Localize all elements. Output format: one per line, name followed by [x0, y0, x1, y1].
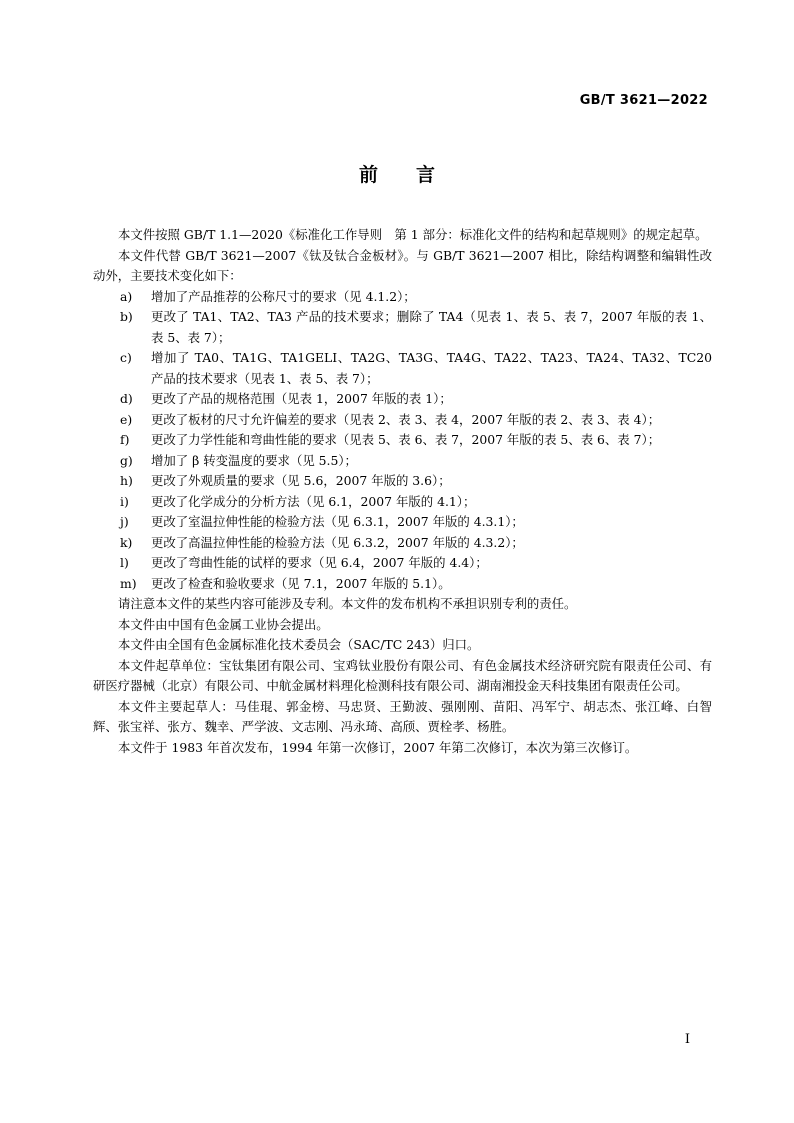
list-item-text: 更改了板材的尺寸允许偏差的要求（见表 2、表 3、表 4，2007 年版的表 2、表 3、表 4）； — [151, 411, 661, 427]
list-item — [93, 430, 712, 451]
list-marker: b) — [120, 309, 133, 324]
paragraph-history: 本文件于 1983 年首次发布，1994 年第一次修订，2007 年第二次修订，本次为第三次修订。 — [118, 739, 638, 755]
list-item — [93, 574, 712, 595]
list-item — [93, 553, 712, 574]
list-item-text: 更改了力学性能和弯曲性能的要求（见表 5、表 6、表 7，2007 年版的表 5、表 6、表 7）； — [151, 432, 661, 447]
paragraph-patent-notice: 请注意本文件的某些内容可能涉及专利。本文件的发布机构不承担识别专利的责任。 — [118, 596, 577, 611]
list-item-text: 更改了高温拉伸性能的检验方法（见 6.3.2，2007 年版的 4.3.2）； — [151, 534, 524, 550]
paragraph-drafting-units: 本文件起草单位：宝钛集团有限公司、宝鸡钛业股份有限公司、有色金属技术经济研究院有限责任公司、有研医疗器械（北京）有限公司、中航金属材料理化检测科技有限公司、湖南湘投金天科技集团有限责任公司。 — [93, 657, 712, 693]
standard-code: GB/T 3621—2022 — [579, 93, 708, 108]
list-marker: e) — [120, 411, 133, 427]
list-item — [93, 287, 712, 308]
list-item — [93, 389, 712, 410]
list-item-text: 更改了室温拉伸性能的检验方法（见 6.3.1，2007 年版的 4.3.1）； — [151, 514, 524, 529]
list-item — [93, 471, 712, 492]
foreword-body — [93, 225, 712, 758]
list-item — [93, 348, 712, 389]
list-marker: d) — [120, 391, 133, 406]
paragraph-drafters: 本文件主要起草人：马佳琨、郭金榜、马忠贤、王勤波、强刚刚、苗阳、冯军宁、胡志杰、张江峰、白智辉、张宝祥、张方、魏幸、严学波、文志刚、冯永琦、高颀、贾栓孝、杨胜。 — [93, 698, 712, 734]
list-marker: f) — [120, 432, 130, 447]
page-number: I — [684, 1032, 690, 1047]
list-item — [93, 533, 712, 554]
paragraph-committee: 本文件由全国有色金属标准化技术委员会（SAC/TC 243）归口。 — [118, 637, 480, 652]
changes-list — [93, 287, 712, 595]
list-marker: j) — [120, 514, 129, 529]
title-char-2: 言 — [416, 164, 436, 186]
list-item-text: 增加了产品推荐的公称尺寸的要求（见 4.1.2）； — [151, 288, 416, 304]
list-marker: k) — [120, 534, 133, 550]
page-title — [0, 160, 794, 187]
paragraph-drafting-rules: 本文件按照 GB/T 1.1—2020《标准化工作导则 第 1 部分：标准化文件的结构和起草规则》的规定起草。 — [118, 227, 708, 242]
list-marker: l) — [120, 555, 129, 570]
list-item-text: 增加了 β 转变温度的要求（见 5.5）； — [151, 452, 357, 468]
paragraph-proposer: 本文件由中国有色金属工业协会提出。 — [118, 616, 329, 632]
paragraph-replacement: 本文件代替 GB/T 3621—2007《钛及钛合金板材》。与 GB/T 3621—2007 相比，除结构调整和编辑性改动外，主要技术变化如下： — [93, 247, 712, 283]
list-item — [93, 451, 712, 472]
list-marker: i) — [120, 493, 129, 509]
list-marker: a) — [120, 288, 133, 304]
list-item-text: 更改了外观质量的要求（见 5.6，2007 年版的 3.6）； — [151, 473, 451, 488]
list-item-text: 更改了检查和验收要求（见 7.1，2007 年版的 5.1）。 — [151, 575, 451, 591]
list-item-text: 增加了 TA0、TA1G、TA1GELI、TA2G、TA3G、TA4G、TA22、TA23、TA24、TA32、TC20 产品的技术要求（见表 1、表 5、表 7）； — [151, 350, 712, 386]
list-item — [93, 492, 712, 513]
list-item — [93, 410, 712, 431]
title-char-1: 前 — [358, 164, 378, 186]
list-marker: c) — [120, 350, 132, 365]
list-marker: m) — [120, 575, 137, 591]
list-item-text: 更改了化学成分的分析方法（见 6.1，2007 年版的 4.1）； — [151, 493, 476, 509]
list-marker: g) — [120, 452, 133, 468]
list-item-text: 更改了弯曲性能的试样的要求（见 6.4，2007 年版的 4.4）； — [151, 555, 488, 570]
list-marker: h) — [120, 473, 133, 488]
list-item — [93, 307, 712, 348]
list-item — [93, 512, 712, 533]
list-item-text: 更改了 TA1、TA2、TA3 产品的技术要求；删除了 TA4（见表 1、表 5、表 7，2007 年版的表 1、表 5、表 7）； — [151, 309, 712, 345]
list-item-text: 更改了产品的规格范围（见表 1，2007 年版的表 1）； — [151, 391, 452, 406]
